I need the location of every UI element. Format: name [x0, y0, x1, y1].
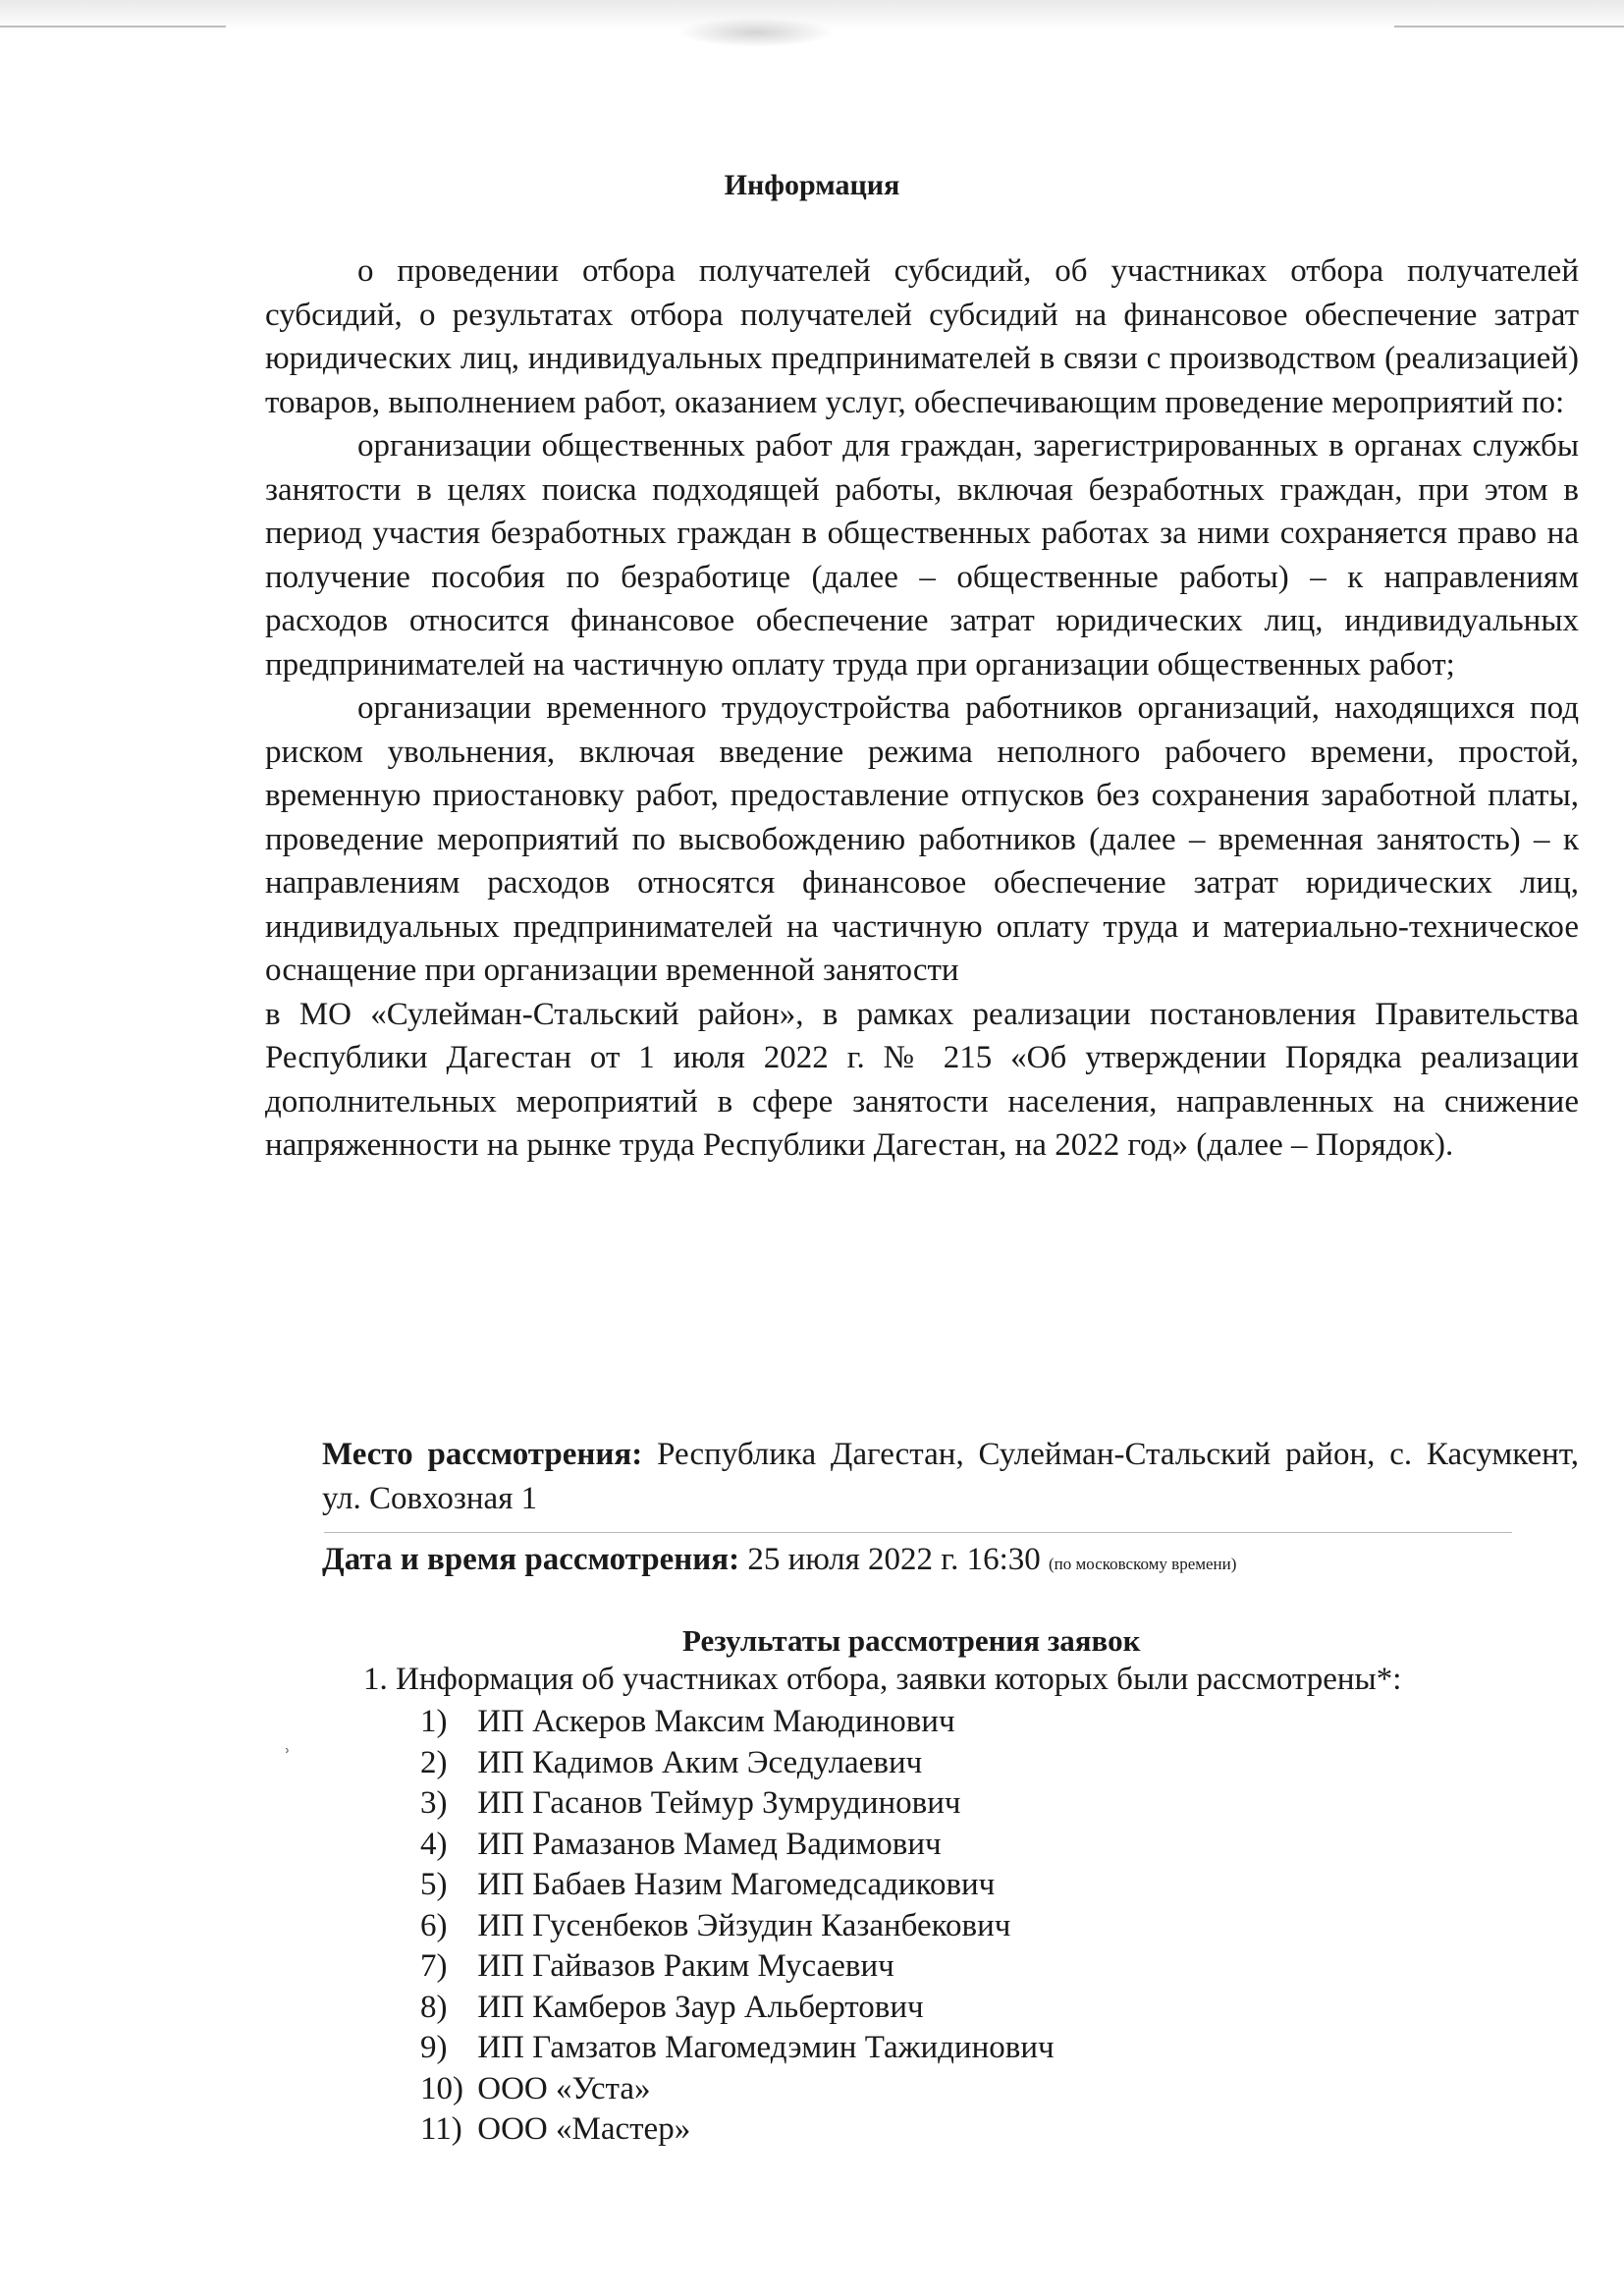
list-item: [420, 1946, 1055, 1988]
results-title: Результаты рассмотрения заявок: [682, 1623, 1141, 1658]
list-item-name: ИП Аскеров Максим Маюдинович: [477, 1704, 955, 1739]
list-item-name: ИП Гайвазов Раким Мусаевич: [477, 1948, 894, 1984]
list-item-number: 9): [420, 2030, 448, 2065]
list-item-number: 2): [420, 1744, 448, 1780]
scan-line-left: [0, 26, 226, 27]
list-item-number: 10): [420, 2070, 463, 2106]
list-item-number: 8): [420, 1989, 448, 2025]
list-item-number: 1): [420, 1704, 448, 1739]
list-item-number: 7): [420, 1948, 448, 1984]
public-works-paragraph: организации общественных работ для граждан, зарегистрированных в органах службы занятости в целях поиска подходящей работы, включая безработных граждан, при этом в период участия безработных граждан в общественных работах за ними сохраняется право на получение пособия по безработице (далее – общественные работы) – к направлениям расходов относится финансовое обеспечение затрат юридических лиц, индивидуальных предпринимателей на частичную оплату труда при организации общественных работ;: [265, 428, 1579, 683]
list-item: [420, 2028, 1055, 2069]
list-item-name: ИП Гусенбеков Эйзудин Казанбекович: [477, 1907, 1011, 1943]
document-title: Информация: [724, 169, 900, 201]
list-item-number: 3): [420, 1785, 448, 1821]
list-item-name: ИП Рамазанов Мамед Вадимович: [477, 1826, 942, 1862]
list-item: [420, 1702, 1055, 1743]
list-item: [420, 2109, 1055, 2151]
scan-smudge: [677, 18, 835, 47]
intro-paragraph: о проведении отбора получателей субсидий, об участниках отбора получателей субсидий, о результатах отбора получателей субсидий на финансовое обеспечение затрат юридических лиц, индивидуальных предпринимателей в связи с производством (реализацией) товаров, выполнением работ, оказанием услуг, обеспечивающим проведение мероприятий по:: [265, 253, 1579, 420]
list-item-number: 4): [420, 1826, 448, 1862]
list-item: [420, 1743, 1055, 1784]
document-body: [265, 249, 1579, 1168]
list-item-name: ООО «Мастер»: [477, 2111, 691, 2147]
datetime-value: 25 июля 2022 г. 16:30: [747, 1542, 1041, 1577]
place-value: Республика Дагестан, Сулейман-Стальский район, с. Касумкент, ул. Совхозная 1: [322, 1437, 1580, 1516]
list-item-name: ИП Кадимов Аким Эседулаевич: [477, 1744, 923, 1780]
place-label: Место рассмотрения:: [322, 1437, 643, 1472]
list-item-number: 5): [420, 1867, 448, 1902]
regulation-paragraph: в МО «Сулейман-Стальский район», в рамках реализации постановления Правительства Республики Дагестан от 1 июля 2022 г. № 215 «Об утверждении Порядка реализации дополнительных мероприятий в сфере занятости населения, направленных на снижение напряженности на рынке труда Республики Дагестан, на 2022 год» (далее – Порядок).: [265, 996, 1579, 1163]
list-item-name: ИП Камберов Заур Альбертович: [477, 1989, 924, 2025]
list-item-number: 11): [420, 2111, 462, 2147]
list-item: [420, 1906, 1055, 1947]
participants-list: [420, 1702, 1055, 2151]
list-item-name: ООО «Уста»: [477, 2070, 651, 2106]
list-item-number: 6): [420, 1907, 448, 1943]
list-item: [420, 1783, 1055, 1825]
list-item-name: ИП Бабаев Назим Магомедсадикович: [477, 1867, 996, 1902]
temporary-employment-paragraph: организации временного трудоустройства работников организаций, находящихся под риском увольнения, включая введение режима неполного рабочего времени, простой, временную приостановку работ, предоставление отпусков без сохранения заработной платы, проведение мероприятий по высвобождению работников (далее – временная занятость) – к направлениям расходов относятся финансовое обеспечение затрат юридических лиц, индивидуальных предпринимателей на частичную оплату труда и материально-техническое оснащение при организации временной занятости: [265, 690, 1579, 988]
list-item-name: ИП Гамзатов Магомедэмин Тажидинович: [477, 2030, 1055, 2065]
divider: [324, 1532, 1512, 1533]
list-item: [420, 1865, 1055, 1906]
datetime-block: [322, 1538, 1579, 1587]
pen-mark: ʾ: [283, 1744, 292, 1773]
participants-intro: 1. Информация об участниках отбора, заявки которых были рассмотрены*:: [363, 1662, 1402, 1697]
datetime-note: (по московскому времени): [1049, 1555, 1237, 1573]
list-item: [420, 1825, 1055, 1866]
scan-line-right: [1394, 26, 1624, 27]
list-item: [420, 1988, 1055, 2029]
list-item: [420, 2069, 1055, 2110]
place-block: [322, 1433, 1579, 1520]
datetime-label: Дата и время рассмотрения:: [322, 1542, 740, 1577]
list-item-name: ИП Гасанов Теймур Зумрудинович: [477, 1785, 961, 1821]
